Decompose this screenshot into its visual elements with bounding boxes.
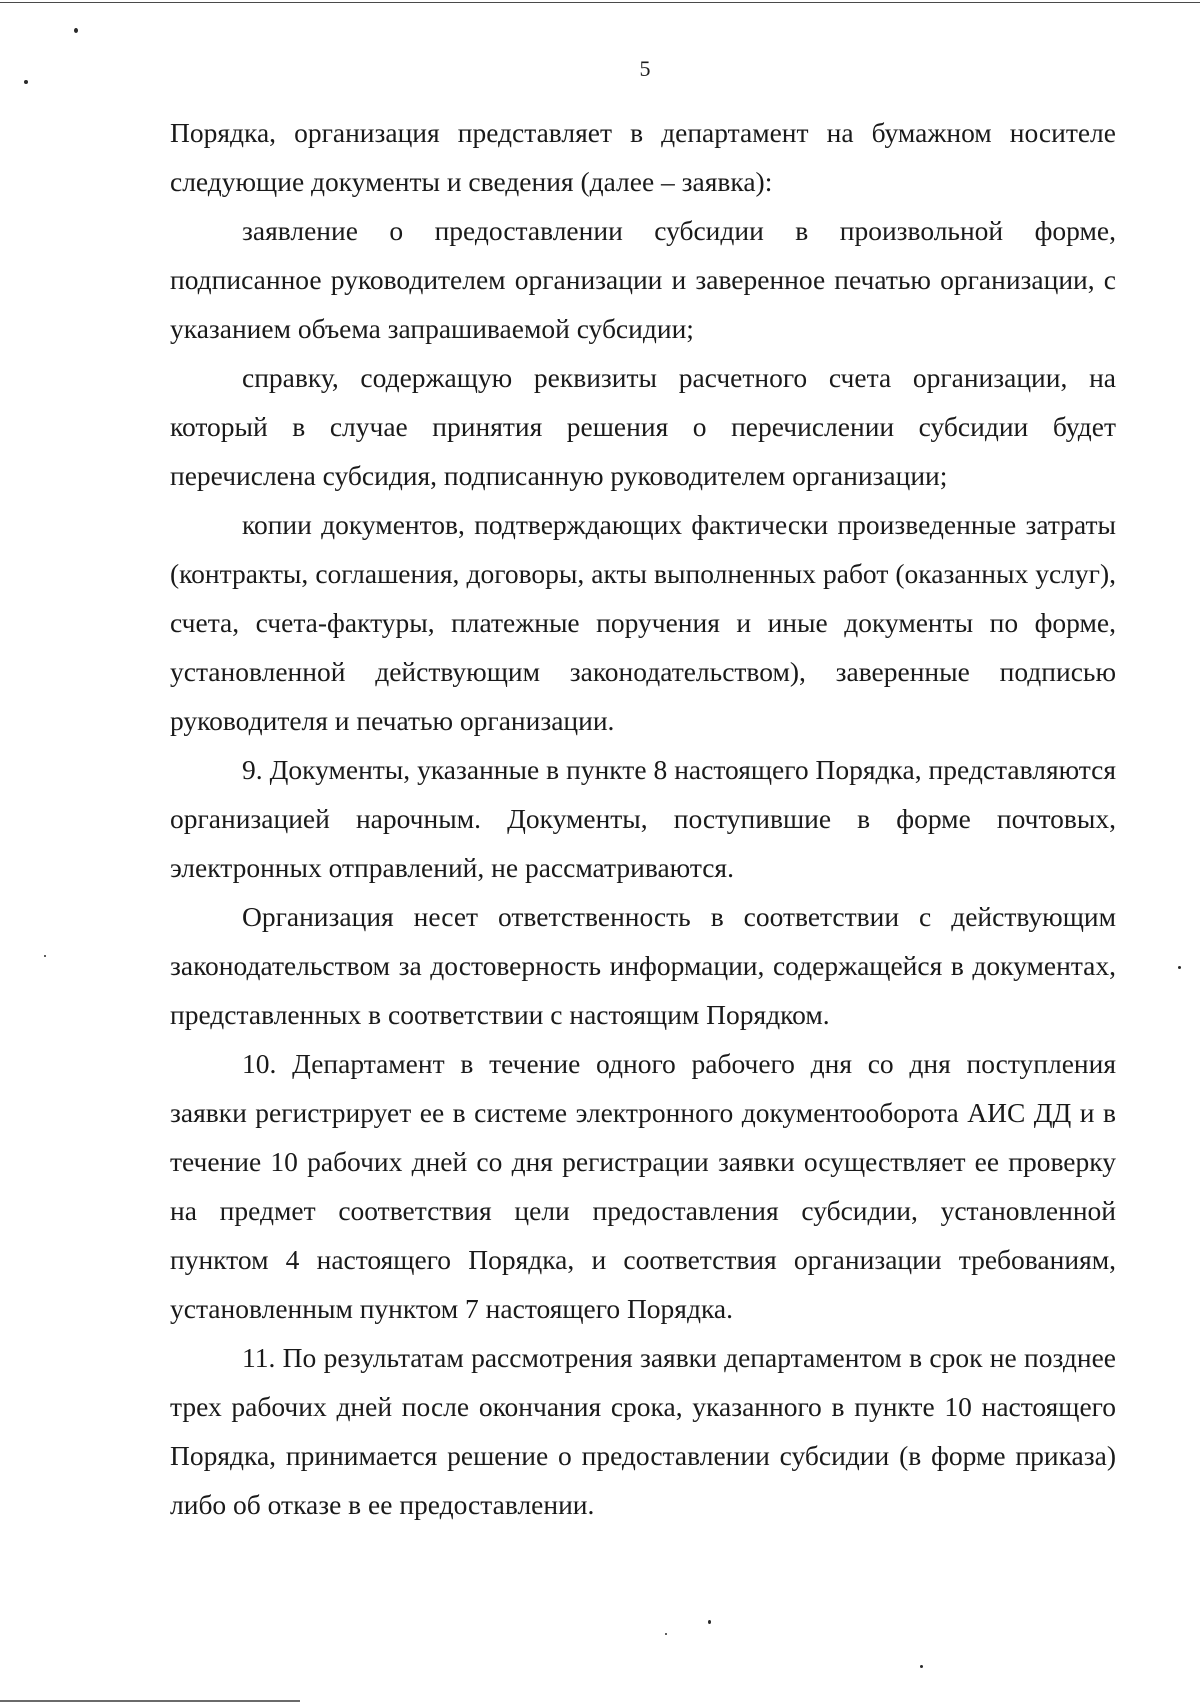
scan-speck bbox=[24, 80, 28, 84]
scan-speck bbox=[920, 1665, 923, 1668]
page-number: 5 bbox=[639, 56, 651, 81]
scan-speck bbox=[44, 955, 46, 957]
scan-speck bbox=[708, 1620, 711, 1624]
scan-bottom-edge-line bbox=[0, 1700, 300, 1702]
paragraph-document-copies: копии документов, подтверждающих фактически произведенные затраты (контракты, соглашения, договоры, акты выполненных работ (оказанных услуг), счета, счета-фактуры, платежные поручения и иные документы по форме, установленной действующим законодательством), заверенные подписью руководителя и печатью организации. bbox=[170, 509, 1116, 736]
document-body bbox=[170, 108, 1116, 1529]
paragraph-clause-10: 10. Департамент в течение одного рабочего дня со дня поступления заявки регистрирует ее в системе электронного документооборота АИС ДД и в течение 10 рабочих дней со дня регистрации заявки осуществляет ее проверку на предмет соответствия цели предоставления субсидии, установленной пунктом 4 настоящего Порядка, и соответствия организации требованиям, установленным пунктом 7 настоящего Порядка. bbox=[170, 1048, 1116, 1324]
scan-top-edge-line bbox=[0, 2, 1200, 3]
paragraph-bank-details: справку, содержащую реквизиты расчетного счета организации, на который в случае принятия решения о перечислении субсидии будет перечислена субсидия, подписанную руководителем организации; bbox=[170, 362, 1116, 491]
paragraph-application-statement: заявление о предоставлении субсидии в произвольной форме, подписанное руководителем организации и заверенное печатью организации, с указанием объема запрашиваемой субсидии; bbox=[170, 215, 1116, 344]
paragraph-clause-11: 11. По результатам рассмотрения заявки департаментом в срок не позднее трех рабочих дней после окончания срока, указанного в пункте 10 настоящего Порядка, принимается решение о предоставлении субсидии (в форме приказа) либо об отказе в ее предоставлении. bbox=[170, 1342, 1116, 1520]
paragraph-responsibility: Организация несет ответственность в соответствии с действующим законодательством за достоверность информации, содержащейся в документах, представленных в соответствии с настоящим Порядком. bbox=[170, 901, 1116, 1030]
paragraph-clause-9: 9. Документы, указанные в пункте 8 настоящего Порядка, представляются организацией нарочным. Документы, поступившие в форме почтовых, электронных отправлений, не рассматриваются. bbox=[170, 754, 1116, 883]
scan-speck bbox=[665, 1633, 667, 1635]
scan-speck bbox=[1178, 966, 1181, 969]
paragraph-continuation: Порядка, организация представляет в департамент на бумажном носителе следующие документы и сведения (далее – заявка): bbox=[170, 117, 1116, 197]
scan-speck bbox=[74, 28, 78, 33]
